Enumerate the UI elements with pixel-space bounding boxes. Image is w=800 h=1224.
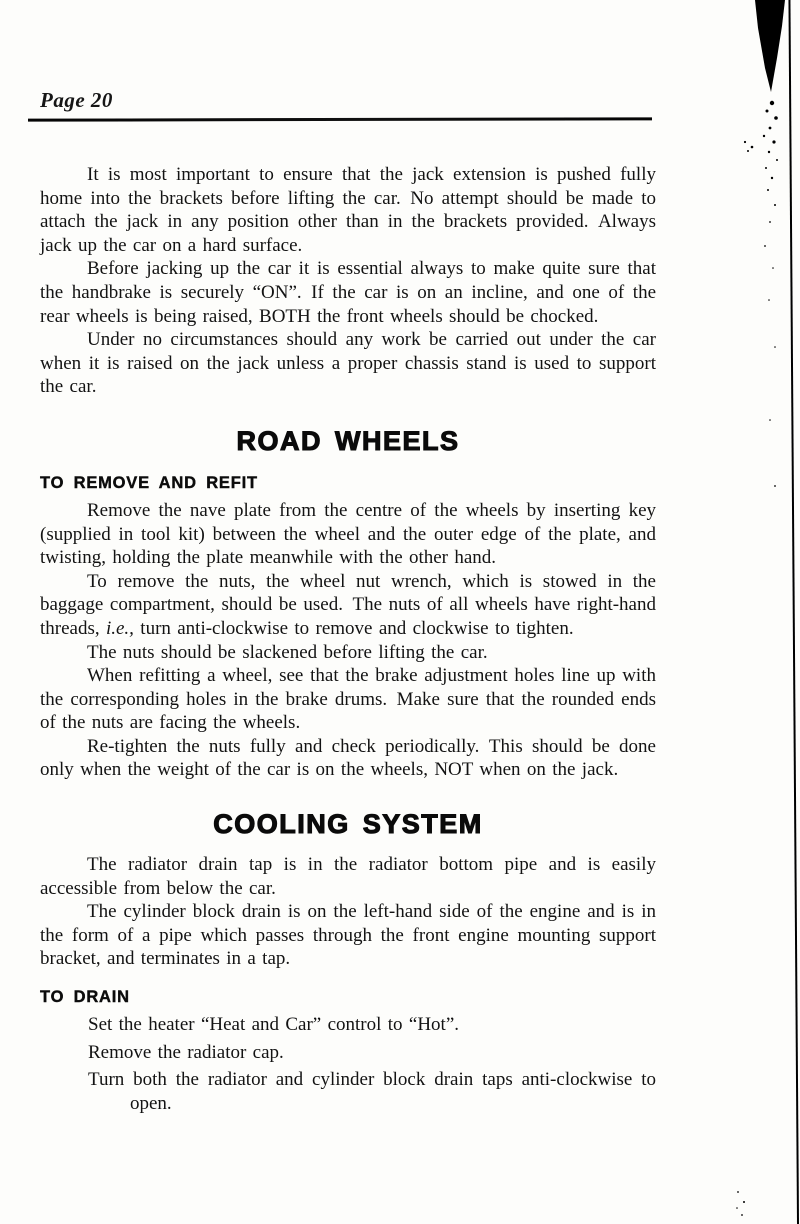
- paragraph-slacken-nuts: The nuts should be slackened before lifting the car.: [87, 641, 488, 663]
- scan-speckles-artifact: [732, 1186, 756, 1220]
- section-title-road-wheels: ROAD WHEELS: [236, 425, 460, 456]
- intro-paragraph-chassis-stand: Under no circumstances should any work be carried out under the car when it is raised on the jack unless a proper chassis stand is used to support the car.: [40, 329, 656, 398]
- header-rule: [28, 117, 652, 121]
- paragraph-radiator-drain-tap: The radiator drain tap is in the radiator bottom pipe and is easily accessible from below the car.: [40, 854, 656, 899]
- page-number-label: Page 20: [40, 88, 113, 112]
- paragraph-cylinder-block-drain: The cylinder block drain is on the left-hand side of the engine and is in the form of a pipe which passes through the front engine mounting support bracket, and terminates in a tap.: [40, 901, 656, 970]
- section-title-cooling-system: COOLING SYSTEM: [213, 809, 483, 840]
- page-body: [40, 163, 656, 1115]
- intro-paragraph-handbrake: Before jacking up the car it is essential always to make quite sure that the handbrake is securely “ON”. If the car is on an incline, and one of the rear wheels is being raised, BOTH the front wheels should be chocked.: [40, 258, 656, 327]
- drain-step-open-taps: Turn both the radiator and cylinder block drain taps anti-clockwise to open.: [88, 1069, 656, 1114]
- intro-paragraph-jack-extension: It is most important to ensure that the jack extension is pushed fully home into the brackets before lifting the car. No attempt should be made to attach the jack in any position other than in the brackets provided. Always jack up the car on a hard surface.: [40, 164, 656, 256]
- paragraph-wheel-nut-wrench: [40, 570, 656, 641]
- paragraph-nave-plate: Remove the nave plate from the centre of the wheels by inserting key (supplied in tool kit) between the wheel and the outer edge of the plate, and twisting, holding the plate meanwhile with the other hand.: [40, 499, 656, 569]
- page-header: [40, 88, 656, 121]
- paragraph-refitting-wheel: When refitting a wheel, see that the brake adjustment holes line up with the corresponding holes in the brake drums. Make sure that the rounded ends of the nuts are facing the wheels.: [40, 665, 656, 734]
- paragraph-wheel-nut-wrench-latin-abbrev: i.e.,: [105, 617, 134, 639]
- subheading-to-remove-and-refit: TO REMOVE AND REFIT: [40, 473, 258, 492]
- page-content: [40, 88, 656, 1119]
- drain-step-radiator-cap: Remove the radiator cap.: [88, 1041, 284, 1063]
- paragraph-wheel-nut-wrench-pre: To remove the nuts, the wheel nut wrench, which is stowed in the baggage compartment, should be used. The nuts of all wheels have right-hand threads,: [40, 570, 656, 639]
- paragraph-retighten-nuts: Re-tighten the nuts fully and check periodically. This should be done only when the weight of the car is on the wheels, NOT when on the jack.: [40, 735, 656, 781]
- subheading-to-drain: TO DRAIN: [40, 988, 130, 1007]
- paragraph-wheel-nut-wrench-post: turn anti-clockwise to remove and clockwise to tighten.: [133, 617, 574, 639]
- drain-step-heater-control: Set the heater “Heat and Car” control to “Hot”.: [88, 1014, 460, 1036]
